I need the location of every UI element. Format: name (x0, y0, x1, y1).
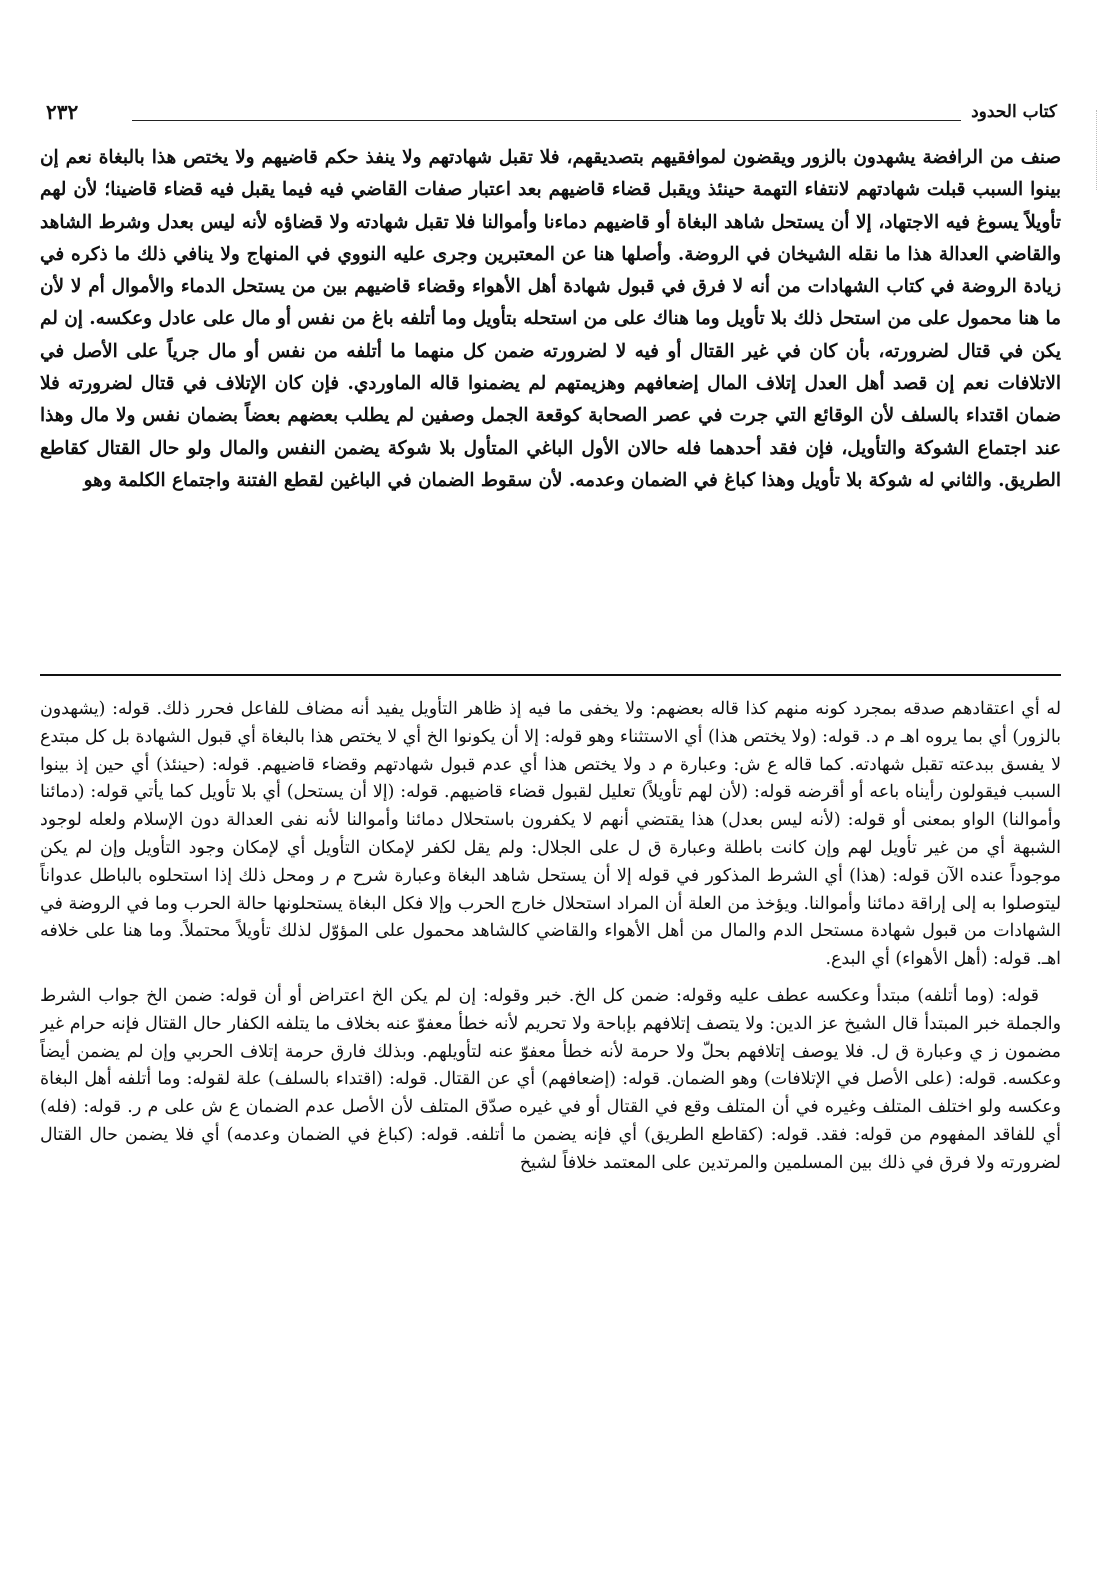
page-header (40, 98, 1061, 134)
scan-margin-marks (1082, 110, 1097, 190)
footnote-paragraph-2: قوله: (وما أتلفه) مبتدأ وعكسه عطف عليه وقوله: ضمن كل الخ. خبر وقوله: إن لم يكن الخ اعتراض أو أن قوله: ضمن الخ جواب الشرط والجملة خبر المبتدأ قال الشيخ عز الدين: ولا يتصف إتلافهم بإباحة ولا تحريم لأنه خطأ معفوّ عنه بخلاف ما يتلفه الكفار حال القتال فإنه حرام غير مضمون ز ي وعبارة ق ل. فلا يوصف إتلافهم بحلّ ولا حرمة لأنه خطأ معفوّ عنه لتأويلهم. وبذلك فارق حرمة إتلاف الحربي وإن لم يضمن أيضاً وعكسه. قوله: (على الأصل في الإتلافات) وهو الضمان. قوله: (إضعافهم) أي عن القتال. قوله: (اقتداء بالسلف) علة لقوله: وما أتلفه أهل البغاة وعكسه ولو اختلف المتلف وغيره في أن المتلف وقع في القتال أو في غيره صدّق المتلف لأن الأصل عدم الضمان ع ش على م ر. قوله: (فله) أي للفاقد المفهوم من قوله: فقد. قوله: (كقاطع الطريق) أي فإنه يضمن ما أتلفه. قوله: (كباغ في الضمان وعدمه) أي فلا يضمن حال القتال لضرورته ولا فرق في ذلك بين المسلمين والمرتدين على المعتمد خلافاً لشيخ (40, 985, 1061, 1173)
header-rule (132, 120, 961, 121)
main-paragraph: صنف من الرافضة يشهدون بالزور ويقضون لموافقيهم بتصديقهم، فلا تقبل شهادتهم ولا ينفذ حكم قاضيهم ولا يختص هذا بالبغاة نعم إن بينوا السبب قبلت شهادتهم لانتفاء التهمة حينئذ ويقبل قضاء قاضيهم بعد اعتبار صفات القاضي فيه فيما يقبل فيه قضاء قاضينا؛ لأن لهم تأويلاً يسوغ فيه الاجتهاد، إلا أن يستحل شاهد البغاة أو قاضيهم دماءنا وأموالنا فلا تقبل شهادته ولا قضاؤه لأنه ليس بعدل وشرط الشاهد والقاضي العدالة هذا ما نقله الشيخان في الروضة. وأصلها هنا عن المعتبرين وجرى عليه النووي في المنهاج ولا ينافي ذلك ما ذكره في زيادة الروضة في كتاب الشهادات من أنه لا فرق في قبول شهادة أهل الأهواء وقضاء قاضيهم بين من يستحل الدماء والأموال أم لا لأن ما هنا محمول على من استحل ذلك بلا تأويل وما هناك على من استحله بتأويل وما أتلفه باغ من نفس أو مال على عادل وعكسه. إن لم يكن في قتال لضرورته، بأن كان في غير القتال أو فيه لا لضرورته ضمن كل منهما ما أتلفه من نفس أو مال جرياً على الأصل في الاتلافات نعم إن قصد أهل العدل إتلاف المال إضعافهم وهزيمتهم لم يضمنوا قاله الماوردي. فإن كان الإتلاف في قتال لضرورته فلا ضمان اقتداء بالسلف لأن الوقائع التي جرت في عصر الصحابة كوقعة الجمل وصفين لم يطلب بعضهم بعضاً بضمان نفس ولا مال وهذا عند اجتماع الشوكة والتأويل، فإن فقد أحدهما فله حالان الأول الباغي المتأول بلا شوكة يضمن النفس والمال ولو حال القتال كقاطع الطريق. والثاني له شوكة بلا تأويل وهذا كباغ في الضمان وعدمه. لأن سقوط الضمان في الباغين لقطع الفتنة واجتماع الكلمة وهو (40, 147, 1061, 491)
page-number: ٢٣٢ (46, 100, 79, 124)
footnote-paragraph-1: له أي اعتقادهم صدقه بمجرد كونه منهم كذا قاله بعضهم: ولا يخفى ما فيه إذ ظاهر التأويل يفيد أنه مضاف للفاعل فحرر ذلك. قوله: (يشهدون بالزور) أي بما يروه اهـ م د. قوله: (ولا يختص هذا) أي الاستثناء وهو قوله: إلا أن يكونوا الخ أي لا يختص هذا بالبغاة أي قبول الشهادة بل كل مبتدع لا يفسق ببدعته تقبل شهادته. كما قاله ع ش: وعبارة م د ولا يختص هذا أي عدم قبول شهادتهم وقضاء قاضيهم. قوله: (حينئذ) أي حين إذ بينوا السبب فيقولون رأيناه باعه أو أقرضه قوله: (لأن لهم تأويلاً) تعليل لقبول قضاء قاضيهم. قوله: (إلا أن يستحل) أي بلا تأويل كما يأتي قوله: (دمائنا وأموالنا) الواو بمعنى أو قوله: (لأنه ليس بعدل) هذا يقتضي أنهم لا يكفرون باستحلال دمائنا وأموالنا لأنه نفى العدالة دون الإسلام ولعله لوجود الشبهة أي من غير تأويل لهم وإن كانت باطلة وعبارة ق ل على الجلال: ولم يقل لكفر لإمكان التأويل أي لإمكان وجود التأويل وإن لم يكن موجوداً عنده الآن قوله: (هذا) أي الشرط المذكور في قوله إلا أن يستحل شاهد البغاة وعبارة شرح م ر ومحل ذلك إذا استحلوه بالباطل عدواناً ليتوصلوا به إلى إراقة دمائنا وأموالنا. ويؤخذ من العلة أن المراد استحلال خارج الحرب وإلا فكل البغاة يستحلونها حالة الحرب وما في الروضة في الشهادات من قبول شهادة مستحل الدم والمال من أهل الأهواء والقاضي كالشاهد محمول على المؤوّل لذلك تأويلاً محتملاً. وما هنا على خلافه اهـ. قوله: (أهل الأهواء) أي البدع. (40, 699, 1061, 970)
footnotes-block (40, 696, 1061, 1528)
footnote-divider (40, 674, 1061, 676)
main-text-block (40, 142, 1061, 650)
chapter-title: كتاب الحدود (971, 102, 1057, 122)
